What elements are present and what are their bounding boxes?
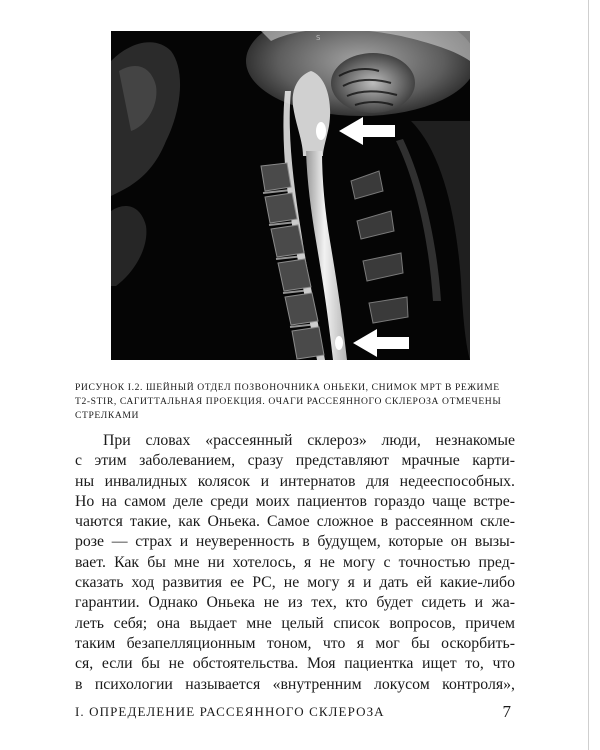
paragraph-line: чаются такие, как Оньека. Самое сложное в рассеянном скле- [75, 513, 515, 531]
cerebellum [331, 53, 415, 113]
page-edge-line [588, 0, 589, 750]
caption-line: СТРЕЛКАМИ [75, 410, 140, 421]
page-footer [75, 702, 515, 724]
paragraph-line: гарантии. Однако Оньека не из тех, кто будет сидеть и жа- [75, 594, 515, 612]
mri-image [111, 31, 470, 360]
paragraph-line: в психологии называется «внутренним локусом контроля», [75, 675, 515, 693]
body-paragraph [75, 431, 515, 695]
paragraph-line: ны инвалидных колясок и интернатов для недееспособных. [75, 472, 515, 490]
paragraph-line: При словах «рассеянный склероз» люди, незнакомые [103, 432, 515, 449]
paragraph-line: розе — страх и неуверенность в будущем, которые он вызы- [75, 533, 515, 551]
paragraph-line: леть себя; она выдает мне целый список вопросов, причем [75, 614, 515, 632]
page-number: 7 [502, 702, 511, 721]
caption-line: T2-STIR, САГИТТАЛЬНАЯ ПРОЕКЦИЯ. ОЧАГИ РАССЕЯННОГО СКЛЕРОЗА ОТМЕЧЕНЫ [75, 396, 502, 407]
paragraph-line: с этим заболеванием, сразу представляют мрачные карти- [75, 452, 515, 470]
paragraph-line: ся, если бы не обстоятельства. Моя пациентка ищет то, что [75, 655, 515, 673]
paragraph-line: таким безапелляционным тоном, что я мог бы оскорбить- [75, 634, 515, 652]
lesion-lower [335, 336, 343, 350]
paragraph-line: Но на самом деле среди моих пациентов гораздо чаще встре- [75, 492, 515, 510]
mri-figure [111, 31, 470, 360]
paragraph-line: сказать ход развития ее РС, не могу я и дать ей какие-либо [75, 574, 515, 592]
caption-line: РИСУНОК I.2. ШЕЙНЫЙ ОТДЕЛ ПОЗВОНОЧНИКА ОНЬЕКИ, СНИМОК МРТ В РЕЖИМЕ [75, 382, 500, 393]
running-footer-chapter: I. ОПРЕДЕЛЕНИЕ РАССЕЯННОГО СКЛЕРОЗА [75, 704, 385, 719]
figure-caption [75, 381, 515, 423]
paragraph-line: вает. Как бы мне ни хотелось, я не могу с точностью пред- [75, 553, 515, 571]
lesion-upper [316, 122, 326, 140]
orientation-marker: S [316, 34, 321, 42]
